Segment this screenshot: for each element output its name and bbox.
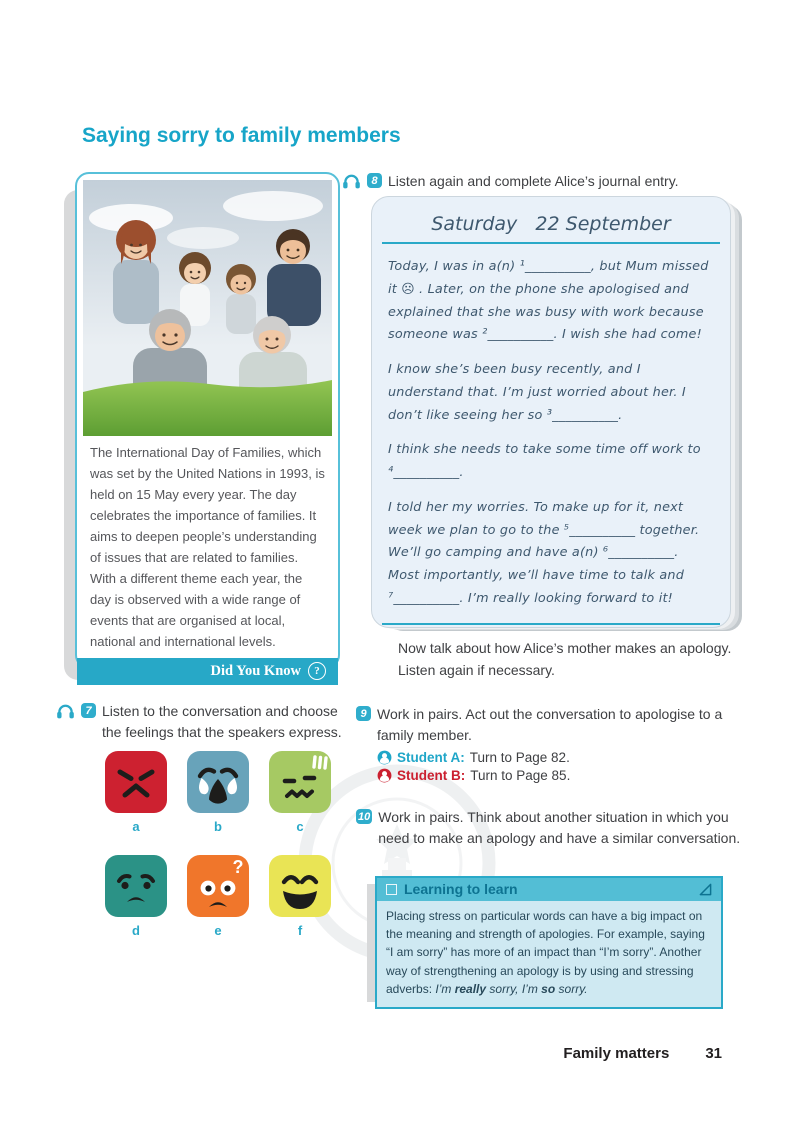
exercise-8-instruction: Listen again and complete Alice’s journal entry. bbox=[388, 173, 679, 189]
student-b-row bbox=[377, 768, 742, 783]
headphones-icon bbox=[56, 702, 75, 719]
student-a-label: Student A: bbox=[397, 750, 465, 765]
worried-face-icon bbox=[104, 854, 168, 918]
feeling-faces-grid bbox=[104, 750, 332, 958]
journal-paragraph: Today, I was in a(n) ¹__________, but Mum missed it ☹ . Later, on the phone she apologised and explained that she was busy with work because someone was ²__________. I wish she had come! bbox=[388, 259, 709, 343]
feeling-option-c bbox=[268, 750, 332, 834]
headphones-icon bbox=[342, 172, 361, 189]
student-b-instruction: Turn to Page 85. bbox=[470, 768, 571, 783]
exercise-10-number-badge: 10 bbox=[358, 810, 371, 823]
learning-box-header bbox=[377, 878, 721, 901]
face-label: d bbox=[132, 923, 140, 938]
exercise-9-instruction: Work in pairs. Act out the conversation to apologise to a family member. bbox=[377, 706, 723, 743]
feeling-option-d bbox=[104, 854, 168, 938]
triangle-outline-icon bbox=[699, 883, 712, 896]
mother-figure bbox=[113, 220, 159, 324]
person-icon bbox=[377, 750, 392, 765]
svg-text:?: ? bbox=[232, 857, 244, 877]
family-photo bbox=[83, 180, 332, 434]
person-icon bbox=[377, 768, 392, 783]
page-footer bbox=[563, 1045, 722, 1062]
journal-top-rule bbox=[382, 242, 720, 244]
learning-example-text: I’m bbox=[435, 981, 455, 996]
journal-paragraph: I told her my worries. To make up for it, next week we plan to go to the ⁵__________ together. We’ll go camping and have a(n) ⁶__________. Most importantly, we’ll have time to talk and ⁷__________. I’m really looking forward to it! bbox=[388, 499, 700, 606]
exercise-10 bbox=[356, 807, 740, 849]
exercise-8-number-badge: 8 bbox=[367, 173, 382, 188]
feeling-option-b bbox=[186, 750, 250, 834]
square-outline-icon bbox=[386, 884, 397, 895]
journal-date: Saturday 22 September bbox=[431, 213, 671, 235]
face-label: e bbox=[214, 923, 222, 938]
learning-box-body bbox=[377, 901, 721, 1007]
exercise-9-number-badge: 9 bbox=[356, 706, 371, 721]
learning-example-text: sorry. bbox=[555, 981, 588, 996]
learning-box-title: Learning to learn bbox=[404, 881, 518, 897]
exercise-10-instruction: Work in pairs. Think about another situation in which you need to make an apology and have a similar conversation. bbox=[378, 809, 741, 846]
family-info-text: The International Day of Families, which was set by the United Nations in 1993, is held on 15 May every year. The day celebrates the importance of families. It aims to deepen people’s understanding of issues that are related to families. With a different theme each year, the day is observed with a wide range of events that are organised at local, national and international levels. bbox=[90, 445, 325, 650]
journal-paragraph: I think she needs to take some time off work to ⁴__________. bbox=[388, 442, 701, 481]
learning-example-text: sorry, I’m bbox=[486, 981, 542, 996]
journal-paragraph: I know she’s been busy recently, and I understand that. I’m just worried about her. I don’t like seeing her so ³__________. bbox=[388, 362, 686, 423]
face-label: b bbox=[214, 819, 222, 834]
unit-title: Family matters bbox=[563, 1045, 670, 1062]
journal-entry-card bbox=[371, 196, 731, 628]
exercise-8 bbox=[342, 171, 733, 192]
question-mark-circle-icon: ? bbox=[308, 662, 326, 680]
face-label: a bbox=[132, 819, 140, 834]
student-a-instruction: Turn to Page 82. bbox=[469, 750, 570, 765]
feeling-option-f bbox=[268, 854, 332, 938]
exercise-8-followup: Now talk about how Alice’s mother makes an apology. Listen again if necessary. bbox=[398, 640, 732, 678]
family-card bbox=[75, 172, 340, 679]
learning-example-stressed: so bbox=[541, 981, 556, 996]
exercise-7 bbox=[56, 701, 348, 743]
exercise-7-instruction: Listen to the conversation and choose the feelings that the speakers express. bbox=[102, 703, 342, 740]
page-number: 31 bbox=[705, 1045, 722, 1062]
confused-face-icon bbox=[186, 854, 250, 918]
feeling-option-a bbox=[104, 750, 168, 834]
nervous-face-icon bbox=[268, 750, 332, 814]
page-title: Saying sorry to family members bbox=[82, 124, 401, 147]
angry-face-icon bbox=[104, 750, 168, 814]
face-label: f bbox=[297, 923, 303, 938]
student-b-label: Student B: bbox=[397, 768, 466, 783]
student-a-row bbox=[377, 750, 742, 765]
face-label: c bbox=[296, 819, 304, 834]
student-list bbox=[377, 750, 742, 783]
learning-example-stressed: really bbox=[454, 981, 487, 996]
did-you-know-label: Did You Know bbox=[210, 662, 301, 679]
exercise-9 bbox=[356, 704, 742, 783]
crying-face-icon bbox=[186, 750, 250, 814]
did-you-know-band bbox=[77, 658, 338, 685]
laughing-face-icon bbox=[268, 854, 332, 918]
son-figure bbox=[226, 264, 256, 334]
feeling-option-e bbox=[186, 854, 250, 938]
learning-box-text: Placing stress on particular words can have a big impact on the meaning and strength of apologies. For example, saying “I am sorry” has more of an impact than “I’m sorry”. Another way of strengthening an apology is by using and stressing adverbs: bbox=[386, 909, 705, 996]
exercise-7-number-badge: 7 bbox=[81, 703, 96, 718]
learning-to-learn-box bbox=[375, 876, 723, 1009]
family-photo-illustration bbox=[83, 180, 332, 436]
journal-bottom-rule bbox=[382, 623, 720, 625]
